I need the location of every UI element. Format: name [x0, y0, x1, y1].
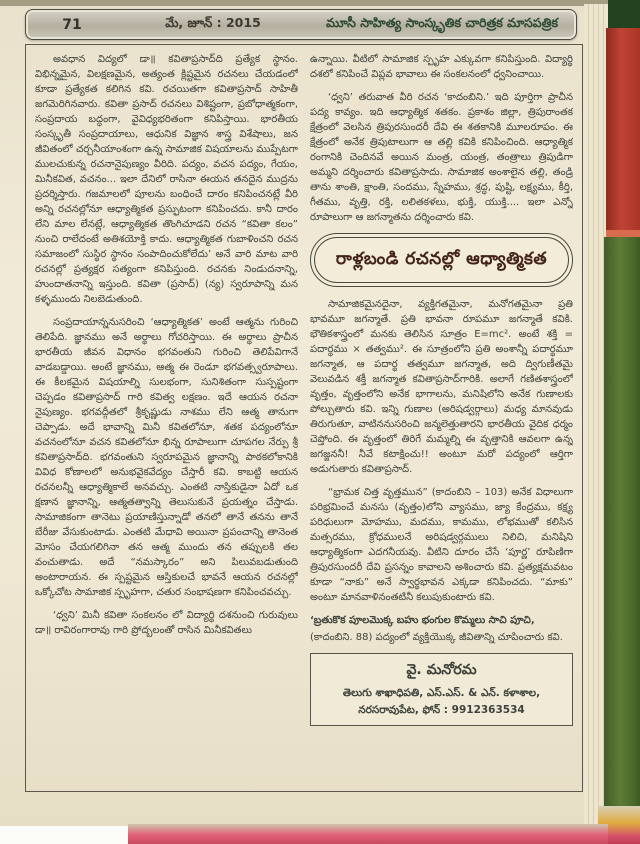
- verse-quote-caption: (కాదంబిని. 88) పద్యంలో వ్యక్తియొక్క జీవితాన్ని చూపించారు కవి.: [310, 631, 563, 643]
- issue-date: మే, జూన్ : 2015: [165, 15, 261, 30]
- paragraph: సంప్రదాయాన్ననుసరించి ‘ఆధ్యాత్మికత’ అంటే ఆత్మను గురించి తెలిపేది. జ్ఞానము అనే అర్థాలు గోచరిస్తాయి. ఈ అర్థాలు ప్రాచీన భారతీయ జీవన విధానం భగవంతుని గురించి తెలిపేవిగానే వాడబడ్డాయి. అంటే జ్ఞానము, ఆత్మ ఈ రెండూ భగవత్స్వరూపాలు. ఈ కీలకమైన విషయాల్ని సులభంగా, సునిశితంగా సుస్పష్టంగా చెప్పడం కవితాప్రసాద్ గారి కవిత్వ లక్షణం. ఇదే ఆయన రచనా నైపుణ్యం. భగవద్గీతలో శ్రీకృష్ణుడు నాశము లేని ఆత్మ తానుగా చెప్పాడు. అదే భావాన్ని మినీ కవితలోనూ, శతక పద్యంలోనూ వచనంలోనూ వచన కవితలోనూ భిన్న రూపాలుగా చూపగల నేర్పు శ్రీ కవితాప్రసాద్‌ది. భగవంతుని స్వరూపమైన జ్ఞానాన్ని పాఠకలోకానికి వివిధ కోణాలలో అనుభవైకవేద్యం చేస్తారీ కవి. కాబట్టి ఆయన రచనలన్నీ ఆధ్యాత్మికాలే అనవచ్చు. ఎంతటి నాస్తికుడైనా ఏదో ఒక క్షణాన జ్ఞానాన్ని, ఆత్మతత్వాన్ని తెలుసుకునే ప్రయత్నం చేస్తాడు. సామాజికంగా తానెటు ప్రయాణిస్తున్నాడో తనలో తానే తనను తానే బేరీజు వేసుకుంటాడు. ఎంతటి మేధావి అయినా ప్రపంచాన్ని తానెంత మోసం చేయగలిగినా తన ఆత్మ ముందు తన తప్పులకి తల వంచుతాడు. అదే “నమస్కారం” అని పిలువబడుతుంది అంటారాయన. ఈ స్పష్టమైన ఆస్తికులచే భావనే ఆయన రచనల్లో ఒక్కోచోట సామాజిక స్పృహగా, చతుర సంభాషణగా కనిపించవచ్చు.: [35, 317, 298, 598]
- author-affiliation: తెలుగు శాఖాధిపతి, ఎస్.ఎస్. & ఎన్. కళాశాల,: [342, 686, 541, 699]
- scanner-background: [0, 826, 130, 844]
- page-number: 71: [62, 16, 82, 33]
- paragraph: ఉన్నాయి. వీటిలో సామాజిక స్పృహ ఎక్కువగా కనిపిస్తుంది. విద్యార్థి దశలో కనిపించే విప్లవ భావాలు ఈ సంకలనంలో ధ్వనించాయి.: [310, 54, 573, 80]
- book-bottom-cover-strip: [128, 824, 608, 844]
- article-body: [25, 44, 583, 792]
- author-signature-box: [310, 653, 573, 727]
- magazine-title: మూసీ సాహిత్య సాంస్కృతిక చారిత్రక మాసపత్రిక: [325, 15, 558, 30]
- left-column: [35, 52, 298, 784]
- page-top-edge: [0, 0, 616, 6]
- book-spine-red-segment: [606, 28, 640, 232]
- paragraph: ‘ధ్వని’ తరువాత వీరి రచన ‘కాదంబిని.’ ఇది పూర్తిగా ప్రాచీన పద్య కావ్యం. ఇది ఆధ్యాత్మిక శతకం. ప్రకాశం జిల్లా, త్రిపురాంతక క్షేత్రంలో వెలసిన త్రిపురసుందరీ దేవి ఈ శతకానికి మూలరూపం. ఈ క్షేత్రంలో అనేక త్రిపుటాలుగా ఆ తల్లి కవికి కనిపించింది. ఆధ్యాత్మిక రంగానికి చెందినవే అయిన మంత్ర, యంత్ర, తంత్రాలు త్రిపుడిగా అమ్మని దర్శించారు కవితాప్రసాదు. సామాజిక అంశాలైన తల్లి, తండ్రి తాను శాంతి, క్షాంతి, సందము, స్నేహము, శ్రద్ధ, పుష్టి, లక్ష్యము, కీర్తి, గీతము, వృత్తి, రక్తి, లలితకళలు, భుక్తి, యుక్తి.... ఇలా ఎన్నో రూపాలుగా ఆ జగన్మాతను దర్శించారు కవి.: [310, 92, 573, 223]
- paragraph: ‘ధ్వని’ మినీ కవితా సంకలనం లో విద్యార్థి దశనుంచి గురువులు డా॥ రావిరంగారావు గారి ప్రోద్బలంతో రాసిన మినీకవితలు: [35, 610, 298, 636]
- paragraph: “భ్రామక చిత్త వృత్తమున” (కాదంబిని – 103) అనేక విధాలుగా పరిభ్రమించే మనసు (వృత్తం)లోని వ్యాసము, జ్యా కేంద్రము, కక్ష్య పరిధులుగా మోహము, మదము, కామము, లోభముతో కలిసిన మత్సరము, క్రోధములనే అరిషడ్వర్గములు నిలిచి, మనిషిని ఆధ్యాత్మికంగా ఎదగనీయవు. వీటిని దూరం చేసే ‘పూర్ణ’ రూపిణిగా త్రిపురసుందరీ దేవి ప్రసన్నం కావాలని అశించారు కవి. ప్రత్యక్షమవటం కూడా “నాకు” అనే స్వార్థభావన ఎక్కడా కనిపించదు. “మాకు” అంటూ మానవాళినంతటినీ కలుపుకుంటారు కవి.: [310, 486, 573, 603]
- author-name: వై. మనోరమ: [406, 661, 477, 678]
- article-heading-box: [310, 233, 573, 287]
- right-column: [310, 52, 573, 784]
- article-heading: రాళ్లబండి రచనల్లో ఆధ్యాత్మికత: [335, 249, 548, 269]
- page-header-bar: [25, 9, 577, 40]
- book-spine-red-band: [606, 230, 640, 237]
- verse-quote: ‘బ్రతుకొక పూలమొక్క బహు భంగుల కొమ్మలు సాచి పూచి,: [310, 614, 535, 626]
- book-spine-green-segment: [604, 237, 640, 809]
- article-heading-inner-border: [314, 237, 569, 283]
- book-spine-dark-segment: [608, 0, 640, 30]
- paragraph: సామాజికమైనదైనా, వ్యక్తిగతమైనా, మనోగతమైనా ప్రతి భావమూ జగన్మాతే. ప్రతి భావనా రూపమూ జగన్మాతే కవికి. భౌతికశాస్త్రంలో మనకు తెలిసిన సూత్రం E=mc². అంటే శక్తి = పదార్థము × తత్వము². ఈ సూత్రంలోని ప్రతి అంశాన్నీ పదార్థమూ జగన్మాత, ఆ పదార్థ తత్వమూ జగన్మాత, అది ద్విగుణీతమై వెలువడిన శక్తీ జగన్మాత కవితాప్రసాద్‌గారికి. అలాగే గణితశాస్త్రంలో వృత్తం, వృత్తంలోని అనేక భాగాలను, మనిషిలోని అనేక గుణాలకు పోల్చుతారు కవి. ఇన్ని గుణాల (అరిషడ్వర్గాలు) మధ్య మానవుడు తిరుగుతూ, వాటిననుసరించి జన్మలెత్తుతారని భారతీయ వైదిక ధర్మం చెప్తోంది. ఈ వృత్తంలో తిరిగే మమ్మల్ని ఈ వృత్తానికి ఆవలగా ఉన్న జగజ్జననీ! నీవే కటాక్షించు!! అంటూ మరో పద్యంలో ఆర్తిగా అడుగుతారు కవితాప్రసాద్.: [310, 298, 573, 475]
- author-contact: నరసరావుపేట, ఫోన్ : 9912363534: [358, 704, 525, 717]
- paragraph: అవధాన విద్యలో డా॥ కవితాప్రసాద్‌ది ప్రత్యేక స్థానం. విభిన్నమైన, విలక్షణమైన, అత్యంత క్లిష్టమైన రచనలు చేయడంలో కూడా ప్రత్యేకత కలిగిన కవి. రచయితగా కవితాప్రసాద్ సాహితీ జగమెరిగినవారు. కవితా ప్రసాద్ రచనలు విశిష్టంగా, ప్రబోధాత్మకంగా, సంప్రదాయ బద్ధంగా, వైవిధ్యభరితంగా కనిపిస్తాయి. భారతీయ సంస్కృతీ సంప్రదాయాలు, ఆధునిక విజ్ఞాన శాస్త్ర విశేషాలు, జన జీవితంలో చర్చనీయాంశంగా ఉన్న సామాజిక విషయాలను ముప్పేటగా ములచుకున్న రచనానైపుణ్యం వీరిది. పద్యం, వచన పద్యం, గేయం, మినీకవిత, వచనం... ఇలా దేనిలో రాసినా ఈయన తనదైన ముద్రను ప్రదర్శిస్తారు. గజమాలలో పూలను బంధించే దారం కనిపించనట్లే వీరి అన్ని రచనల్లోనూ ఆధ్యాత్మికత ప్రస్ఫుటంగా కనిపించదు. కానీ దారం లేని మాల లేనట్లే, ఆధ్యాత్మికత తొంగిచూడని రచన “కవితా కలం” నుంచి రాలేదంటే అతిశయోక్తి కాదు. ఆధ్యాత్మికత గుబాళించని రచన సమాజంలో సుస్థిర స్థానం సంపాదించుకోలేదు’ అనే వారి మాట వారి రచనల్లో ప్రత్యక్షర సత్యంగా కనిపిస్తుంది. రచనకు నిండుదనాన్ని, హుందాతనాన్ని ఇస్తుంది. కవితా (ప్రసాద్) (న్య) స్వరూపాన్ని మన కళ్ళముందు నిలబెడుతుంది.: [35, 54, 298, 305]
